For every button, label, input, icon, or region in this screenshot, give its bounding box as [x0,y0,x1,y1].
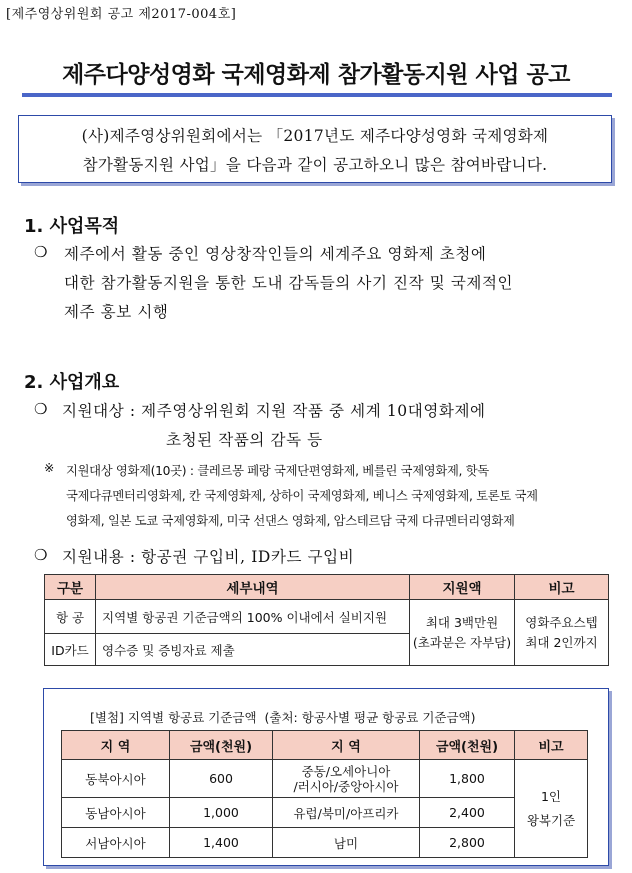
region-2 [273,760,420,798]
table-row [62,798,588,828]
region-1: 동남아시아 [62,798,170,828]
intro-line-2: 참가활동지원 사업」을 다음과 같이 공고하오니 많은 참여바랍니다. [82,156,548,174]
festival-note-line-1: 지원대상 영화제(10곳) : 클레르몽 페랑 국제단편영화제, 베를린 국제영화제, 핫독 [66,464,489,478]
remark-line-2: 최대 2인까지 [525,634,598,650]
header-category: 구분 [45,575,96,600]
header-amount: 지원액 [410,575,515,600]
festival-note-line-2: 국제다큐멘터리영화제, 칸 국제영화제, 상하이 국제영화제, 베니스 국제영화제, 토론토 국제 [66,489,538,503]
row-category: ID카드 [45,634,96,666]
content-line: 지원내용 : 항공권 구입비, ID카드 구입비 [62,548,355,566]
amount-2: 1,800 [420,760,515,798]
amount-line-1: 최대 3백만원 [425,614,499,630]
amount-2: 2,800 [420,828,515,858]
remark-line-1: 영화주요스텝 [525,614,598,630]
region-2: 남미 [273,828,420,858]
region-2: 유럽/북미/아프리카 [273,798,420,828]
note-mark: ※ [44,461,55,475]
section2-heading: 2. 사업개요 [24,372,120,393]
airfare-remark-cell [515,760,588,858]
row-detail: 영수증 및 증빙자료 제출 [96,634,410,666]
header-region-2: 지 역 [273,731,420,760]
header-region-1: 지 역 [62,731,170,760]
section1-heading: 1. 사업목적 [24,216,120,237]
header-amount-2: 금액(천원) [420,731,515,760]
region-2-line-2: /러시아/중앙아시아 [293,778,399,794]
header-remark: 비고 [515,731,588,760]
remark-cell [515,600,609,666]
table-row [45,600,609,634]
region-1: 서남아시아 [62,828,170,858]
amount-2: 2,400 [420,798,515,828]
content-bullet: ❍ [34,546,48,564]
table-row [62,760,588,798]
target-line-2: 초청된 작품의 감독 등 [166,431,323,449]
header-remark: 비고 [515,575,609,600]
section1-line-1: 제주에서 활동 중인 영상창작인들의 세계주요 영화제 초청에 [64,245,487,263]
airfare-remark-line-2: 왕복기준 [526,812,576,828]
airfare-table-header [62,731,588,760]
header-detail: 세부내역 [96,575,410,600]
amount-1: 1,000 [170,798,273,828]
support-table-header [45,575,609,600]
notice-number: [제주영상위원회 공고 제2017-004호] [6,7,237,22]
row-detail: 지역별 항공권 기준금액의 100% 이내에서 실비지원 [96,600,410,634]
attachment-caption: [별첨] 지역별 항공료 기준금액 (출처: 항공사별 평균 항공료 기준금액) [90,710,476,725]
amount-1: 600 [170,760,273,798]
support-table [44,574,609,666]
title-underline [22,93,612,97]
amount-cell [410,600,515,666]
amount-line-2: (초과분은 자부담) [412,634,512,650]
region-2-line-1: 중동/오세아니아 [301,763,391,779]
region-1: 동북아시아 [62,760,170,798]
table-row [62,828,588,858]
page-title: 제주다양성영화 국제영화제 참가활동지원 사업 공고 [62,62,570,88]
airfare-table [61,730,588,858]
header-amount-1: 금액(천원) [170,731,273,760]
festival-note-line-3: 영화제, 일본 도쿄 국제영화제, 미국 선댄스 영화제, 암스테르담 국제 다큐멘터리영화제 [66,514,515,528]
airfare-remark-line-1: 1인 [540,788,562,804]
intro-line-1: (사)제주영상위원회에서는 「2017년도 제주다양성영화 국제영화제 [81,127,549,145]
row-category: 항 공 [45,600,96,634]
target-bullet: ❍ [34,400,48,418]
section1-line-2: 대한 참가활동지원을 통한 도내 감독들의 사기 진작 및 국제적인 [64,274,514,292]
target-line-1: 지원대상 : 제주영상위원회 지원 작품 중 세계 10대영화제에 [62,402,486,420]
section1-bullet: ❍ [34,243,48,261]
amount-1: 1,400 [170,828,273,858]
section1-line-3: 제주 홍보 시행 [64,303,169,321]
